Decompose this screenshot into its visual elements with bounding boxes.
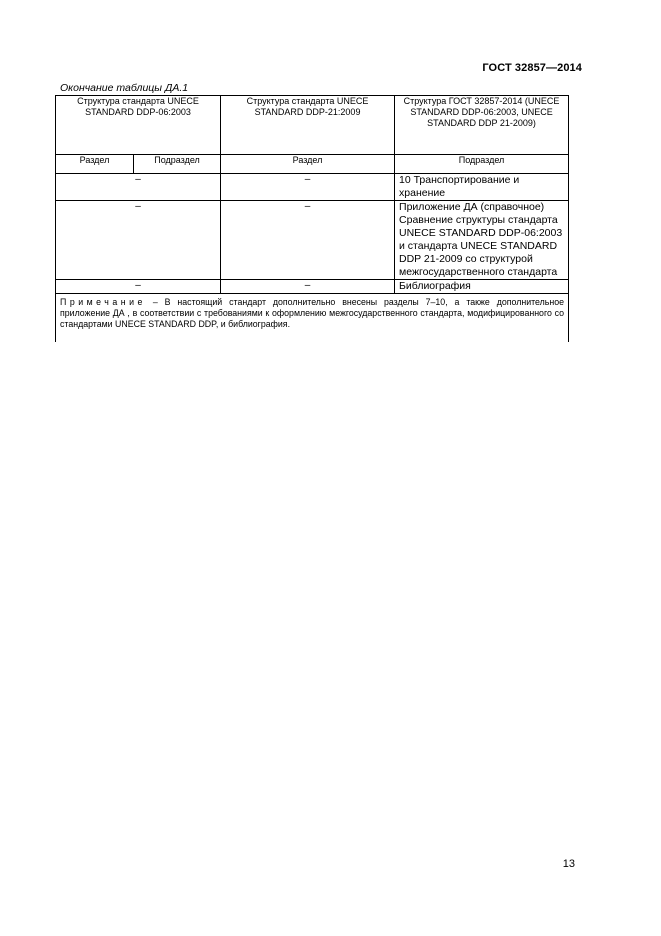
- col-header-ddp06: Структура стандарта UNECE STANDARD DDP-06:2003: [56, 96, 221, 155]
- cell-ddp21: –: [221, 280, 395, 294]
- subheader-subsection: Подраздел: [134, 155, 221, 174]
- table-note-row: [56, 294, 569, 343]
- cell-ddp21: –: [221, 201, 395, 280]
- cell-ddp06: –: [56, 174, 221, 201]
- cell-gost: 10 Транспортирование и хранение: [395, 174, 569, 201]
- table-note: [56, 294, 569, 343]
- cell-ddp06: –: [56, 201, 221, 280]
- structure-comparison-table: [55, 95, 569, 342]
- page-number: 13: [562, 858, 575, 870]
- col-header-gost: Структура ГОСТ 32857-2014 (UNECE STANDARD DDP-06:2003, UNECE STANDARD DDP 21-2009): [395, 96, 569, 155]
- table-row: [56, 280, 569, 294]
- table-header-row: [56, 96, 569, 155]
- cell-gost: Библиография: [395, 280, 569, 294]
- subheader-subsection: Подраздел: [395, 155, 569, 174]
- subheader-section: Раздел: [56, 155, 134, 174]
- table-row: [56, 174, 569, 201]
- cell-gost: Приложение ДА (справочное) Сравнение структуры стандарта UNECE STANDARD DDP-06:2003 и стандарта UNECE STANDARD DDP 21-2009 со структурой межгосударственного стандарта: [395, 201, 569, 280]
- standard-code: ГОСТ 32857—2014: [482, 62, 582, 74]
- table-row: [56, 201, 569, 280]
- cell-ddp06: –: [56, 280, 221, 294]
- note-lead: Примечание: [60, 297, 146, 307]
- table-caption: Окончание таблицы ДА.1: [60, 82, 189, 94]
- subheader-section: Раздел: [221, 155, 395, 174]
- table-subheader-row: [56, 155, 569, 174]
- col-header-ddp21: Структура стандарта UNECE STANDARD DDP-21:2009: [221, 96, 395, 155]
- cell-ddp21: –: [221, 174, 395, 201]
- note-text: – В настоящий стандарт дополнительно внесены разделы 7–10, а также дополнительное приложение ДА , в соответствии с требованиями к оформлению межгосударственного стандарта, модифицированного со стандартами UNECE STANDARD DDP, и библиография.: [60, 297, 565, 329]
